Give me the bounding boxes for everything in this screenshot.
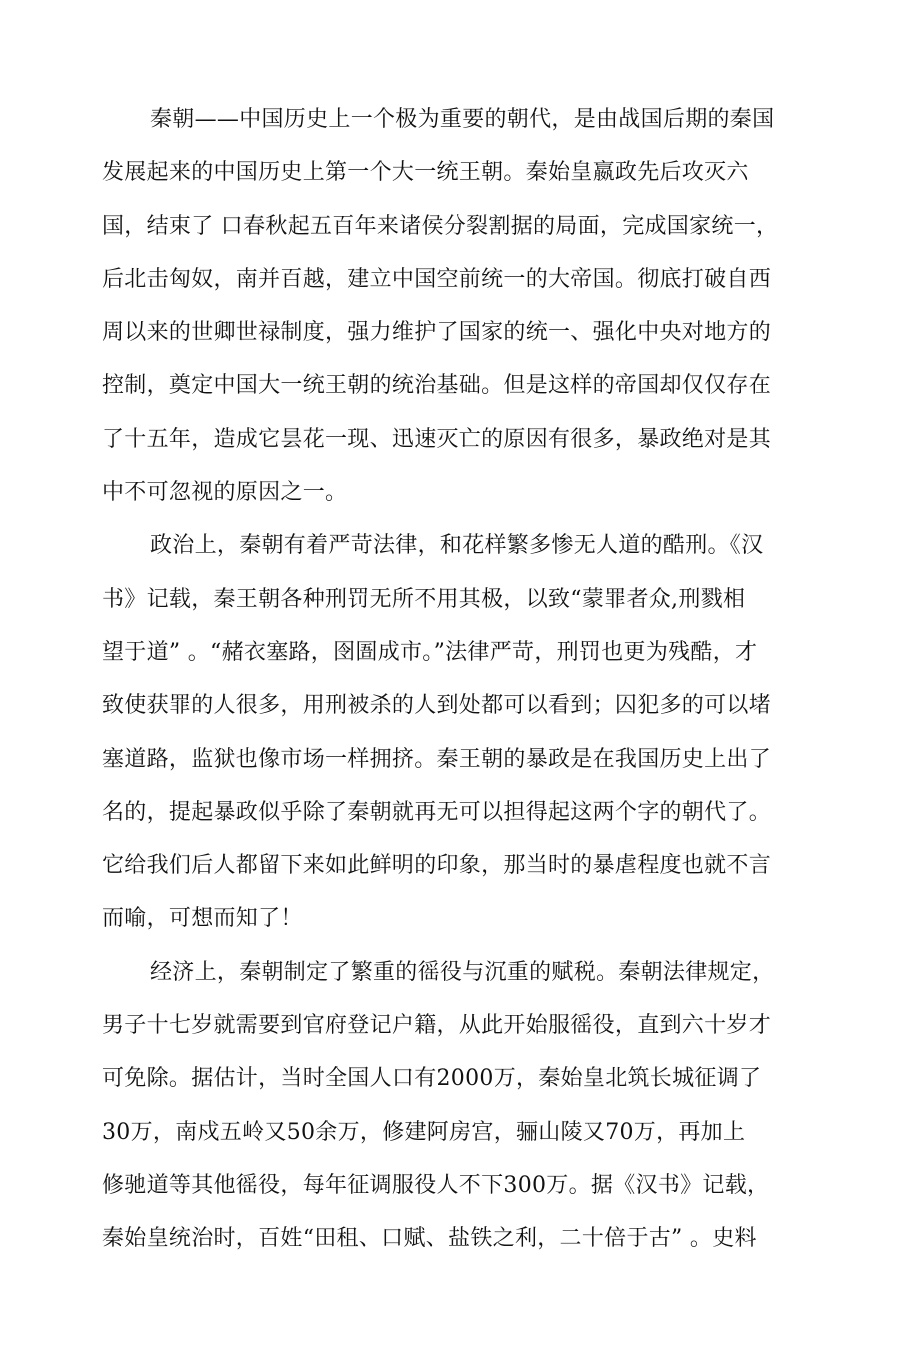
- paragraph-line: 男子十七岁就需要到官府登记户籍，从此开始服徭役，直到六十岁才: [102, 1013, 772, 1039]
- paragraph-line: 致使获罪的人很多，用刑被杀的人到处都可以看到；囚犯多的可以堵: [102, 693, 772, 719]
- paragraph-line: 可免除。据估计，当时全国人口有2000万，秦始皇北筑长城征调了: [102, 1066, 762, 1092]
- paragraph-line: 它给我们后人都留下来如此鲜明的印象，那当时的暴虐程度也就不言: [102, 853, 772, 879]
- paragraph-line: 名的，提起暴政似乎除了秦朝就再无可以担得起这两个字的朝代了。: [102, 799, 772, 825]
- paragraph-line: 而喻，可想而知了！: [102, 906, 303, 932]
- paragraph-line: 秦始皇统治时，百姓“田租、口赋、盐铁之利，二十倍于古” 。史料: [102, 1226, 757, 1252]
- paragraph-line: 发展起来的中国历史上第一个大一统王朝。秦始皇嬴政先后攻灭六: [102, 160, 749, 186]
- paragraph-line: 塞道路，监狱也像市场一样拥挤。秦王朝的暴政是在我国历史上出了: [102, 746, 772, 772]
- paragraph-line: 秦朝——中国历史上一个极为重要的朝代，是由战国后期的秦国: [150, 107, 775, 132]
- paragraph-line: 30万，南戍五岭又50余万，修建阿房宫，骊山陵又70万，再加上: [102, 1119, 746, 1145]
- paragraph-line: 望于道” 。“赭衣塞路，囹圄成市。”法律严苛，刑罚也更为残酷，才: [102, 639, 758, 665]
- paragraph-line: 中不可忽视的原因之一。: [102, 480, 348, 506]
- paragraph-line: 了十五年，造成它昙花一现、迅速灭亡的原因有很多，暴政绝对是其: [102, 426, 772, 452]
- paragraph-line: 后北击匈奴，南并百越，建立中国空前统一的大帝国。彻底打破自西: [102, 266, 772, 292]
- paragraph-line: 周以来的世卿世禄制度，强力维护了国家的统一、强化中央对地方的: [102, 320, 772, 346]
- paragraph-line: 政治上，秦朝有着严苛法律，和花样繁多惨无人道的酷刑。《汉: [150, 533, 764, 559]
- paragraph-line: 控制，奠定中国大一统王朝的统治基础。但是这样的帝国却仅仅存在: [102, 373, 772, 399]
- body-text: [102, 102, 802, 1275]
- paragraph-line: 修驰道等其他徭役，每年征调服役人不下300万。据《汉书》记载，: [102, 1172, 770, 1198]
- paragraph-line: 经济上，秦朝制定了繁重的徭役与沉重的赋税。秦朝法律规定，: [150, 959, 775, 985]
- paragraph-line: 国，结束了 口春秋起五百年来诸侯分裂割据的局面，完成国家统一，: [102, 213, 779, 239]
- paragraph-line: 书》记载，秦王朝各种刑罚无所不用其极，以致“蒙罪者众,刑戮相: [102, 586, 746, 612]
